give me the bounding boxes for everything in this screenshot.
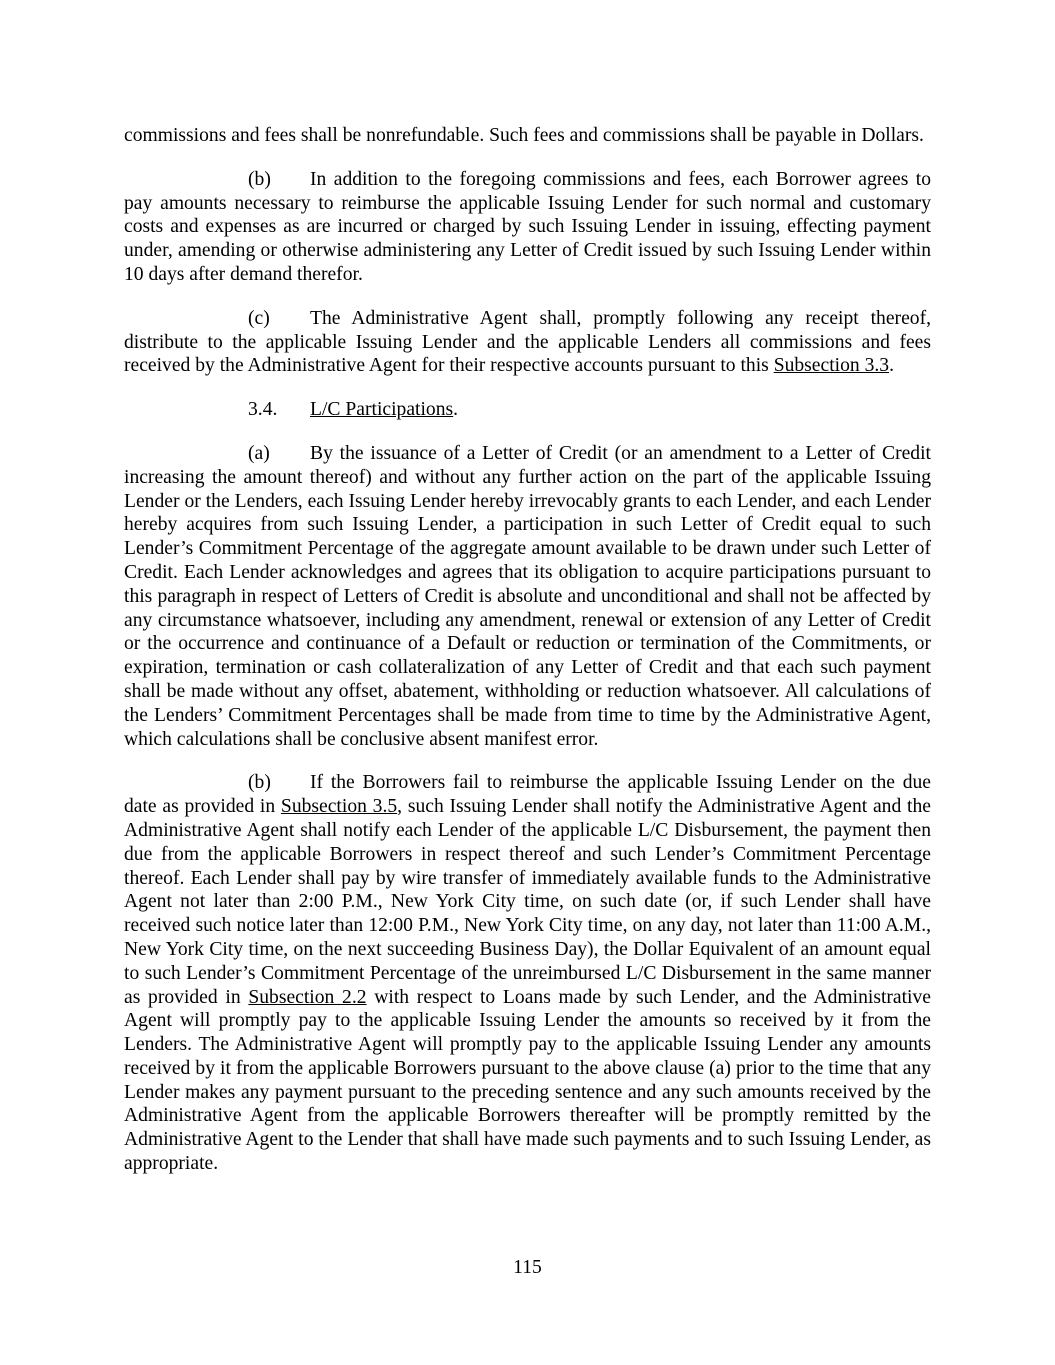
- paragraph-text: By the issuance of a Letter of Credit (or an amendment to a Letter of Credit increasing the amount thereof) and without any further action on the part of the applicable Issuing Lender or the Lenders, each Issuing Lender hereby irrevocably grants to each Lender, and each Lender hereby acquires from such Issuing Lender, a participation in such Letter of Credit equal to such Lender’s Commitment Percentage of the aggregate amount available to be drawn under such Letter of Credit. Each Lender acknowledges and agrees that its obligation to acquire participations pursuant to this paragraph in respect of Letters of Credit is absolute and unconditional and shall not be affected by any circumstance whatsoever, including any amendment, renewal or extension of any Letter of Credit or the occurrence and continuance of a Default or reduction or termination of the Commitments, or expiration, termination or cash collateralization of any Letter of Credit and that each such payment shall be made without any offset, abatement, withholding or reduction whatsoever. All calculations of the Lenders’ Commitment Percentages shall be made from time to time by the Administrative Agent, which calculations shall be conclusive absent manifest error.: [124, 442, 931, 750]
- section-title-suffix: .: [453, 399, 459, 421]
- clause-label: (b): [248, 772, 271, 794]
- subsection-reference: Subsection 3.3: [773, 355, 890, 377]
- paragraph-c-distribution: [124, 307, 931, 378]
- document-page: [124, 124, 931, 1196]
- paragraph-text: with respect to Loans made by such Lender, and the Administrative Agent will promptly pay to the applicable Issuing Lender the amounts so received by it from the Lenders. The Administrative Agent will promptly pay to the applicable Issuing Lender any amounts received by it from the applicable Borrowers pursuant to the above clause (a) prior to the time that any Lender makes any payment pursuant to the preceding sentence and any such amounts received by the Administrative Agent from the applicable Borrowers thereafter will be promptly remitted by the Administrative Agent to the Lender that shall have made such payments and to such Issuing Lender, as appropriate.: [124, 986, 931, 1175]
- paragraph-continuation: [124, 124, 931, 148]
- paragraph-text: .: [889, 355, 894, 377]
- section-heading: [124, 398, 931, 422]
- section-title: L/C Participations: [310, 399, 454, 421]
- clause-label: (a): [248, 442, 270, 464]
- clause-label: (c): [248, 307, 270, 329]
- page-number: 115: [513, 1257, 542, 1278]
- paragraph-text: In addition to the foregoing commissions and fees, each Borrower agrees to pay amounts necessary to reimburse the applicable Issuing Lender for such normal and customary costs and expenses as are incurred or charged by such Issuing Lender in issuing, effecting payment under, amending or otherwise administering any Letter of Credit issued by such Issuing Lender within 10 days after demand therefor.: [124, 168, 931, 285]
- paragraph-b-reimbursement: [124, 168, 931, 287]
- paragraph-b-funding: [124, 771, 931, 1176]
- paragraph-text: commissions and fees shall be nonrefundable. Such fees and commissions shall be payable in Dollars.: [124, 125, 924, 146]
- paragraph-text: The Administrative Agent shall, promptly following any receipt thereof, distribute to the applicable Issuing Lender and the applicable Lenders all commissions and fees received by the Administrative Agent for their respective accounts pursuant to this: [124, 307, 931, 377]
- subsection-reference: Subsection 3.5: [280, 796, 398, 818]
- paragraph-a-participation: [124, 442, 931, 751]
- clause-label: (b): [248, 168, 271, 190]
- section-number: 3.4.: [248, 399, 278, 421]
- paragraph-text: , such Issuing Lender shall notify the Administrative Agent and the Administrative Agent shall notify each Lender of the applicable L/C Disbursement, the payment then due from the applicable Borrowers in respect thereof and such Lender’s Commitment Percentage thereof. Each Lender shall pay by wire transfer of immediately available funds to the Administrative Agent not later than 2:00 P.M., New York City time, on such date (or, if such Lender shall have received such notice later than 12:00 P.M., New York City time, on any day, not later than 11:00 A.M., New York City time, on the next succeeding Business Day), the Dollar Equivalent of an amount equal to such Lender’s Commitment Percentage of the unreimbursed L/C Disbursement in the same manner as provided in: [124, 796, 931, 1008]
- paragraph-text: If the Borrowers fail to reimburse the applicable Issuing Lender on the due date as provided in: [124, 772, 931, 818]
- subsection-reference: Subsection 2.2: [248, 986, 367, 1008]
